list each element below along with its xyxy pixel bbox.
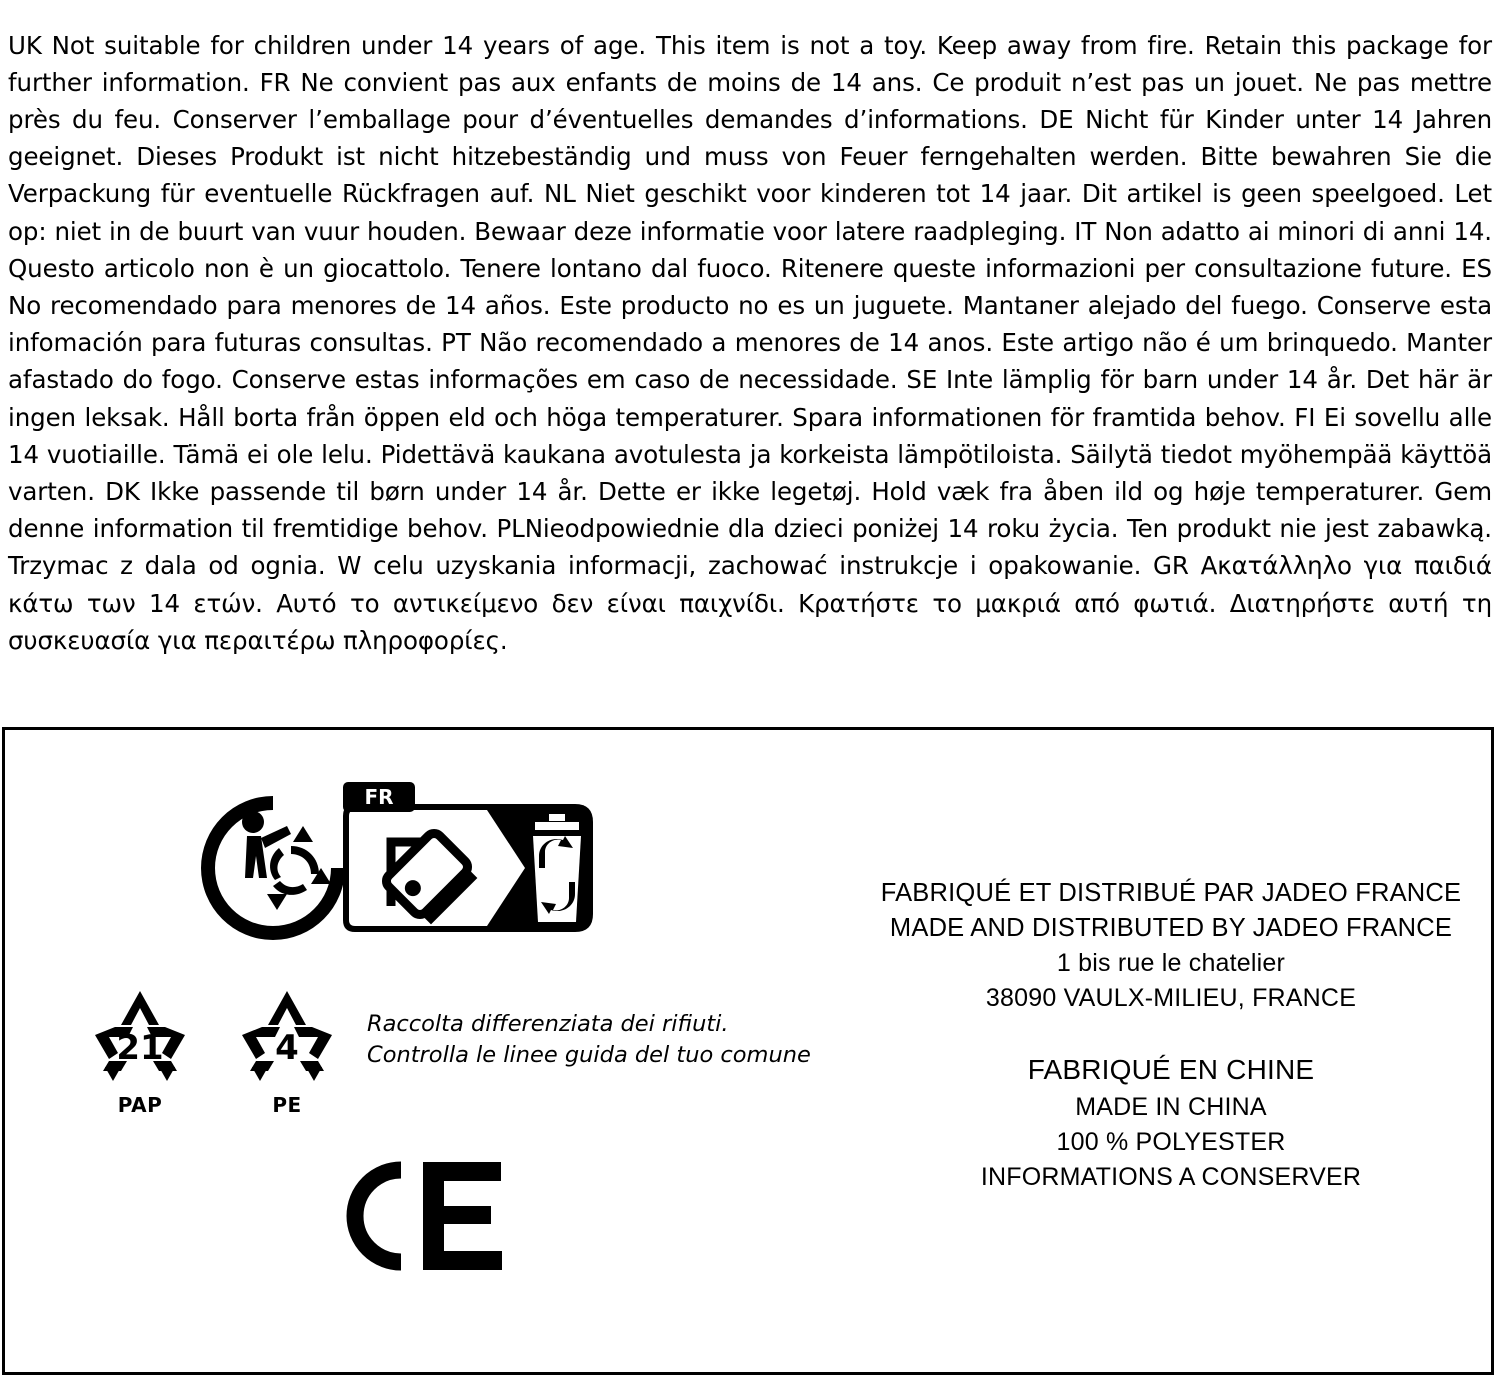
svg-text:FR: FR (364, 785, 394, 809)
address-line-made-in-china: MADE IN CHINA (1075, 1093, 1267, 1121)
warning-paragraph: UK Not suitable for children under 14 years of age. This item is not a toy. Keep away from fire. Retain this package for further information. FR Ne convient pas aux enfants de moins de 14 ans. Ce produit n’est pas un jouet. Ne pas mettre près du feu. Conserver l’emballage pour d’éventuelles demandes d’informations. DE Nicht für Kinder unter 14 Jahren geeignet. Dieses Produkt ist nicht hitzebeständig und muss von Feuer ferngehalten werden. Bitte bewahren Sie die Verpackung für eventuelle Rückfragen auf. NL Niet geschikt voor kinderen tot 14 jaar. Dit artikel is geen speelgoed. Let op: niet in de buurt van vuur houden. Bewaar deze informatie voor latere raadpleging. IT Non adatto ai minori di anni 14. Questo articolo non è un giocattolo. Tenere lontano dal fuoco. Ritenere queste informazioni per consultazione future. ES No recomendado para menores de 14 años. Este producto no es un juguete. Mantaner alejado del fuego. Conserve esta infomación para futuras consultas. PT Não recomendado a menores de 14 anos. Este artigo não é um brinquedo. Manter afastado do fogo. Conserve estas informações em caso de necessidade. SE Inte lämplig för barn under 14 år. Det här är ingen leksak. Håll borta från öppen eld och höga temperaturer. Spara informationen för framtida behov. FI Ei sovellu alle 14 vuotiaille. Tämä ei ole lelu. Pidettävä kaukana avotulesta ja korkeista lämpötiloista. Säilytä tiedot myöhempää käyttöä varten. DK Ikke passende til børn under 14 år. Dette er ikke legetøj. Hold væk fra åben ild og høje temperaturer. Gem denne information til fremtidige behov. PLNieodpowiednie dla dzieci poniżej 14 roku życia. Ten produkt nie jest zabawką. Trzymac z dala od ognia. W celu uzyskania informacji, zachować instrukcje i opakowanie. GR Ακατάλληλο για παιδιά κάτω των 14 ετών. Αυτό το αντικείμενο δεν είναι παιχνίδι. Κρατήστε το μακριά από φωτιά. Διατηρήστε αυτή τη συσκευασία για περαιτέρω πληροφορίες. (8, 30, 1492, 655)
mobius-label-pe: PE (272, 1093, 302, 1117)
address-line-street: 1 bis rue le chatelier (1056, 949, 1286, 977)
icons-area (5, 730, 845, 1372)
address-group-origin (845, 876, 1497, 1016)
address-line-material: 100 % POLYESTER (1056, 1128, 1286, 1156)
address-line-city: 38090 VAULX-MILIEU, FRANCE (985, 984, 1357, 1012)
material-codes-row (77, 987, 817, 1117)
address-line-fabrique-distribue: FABRIQUÉ ET DISTRIBUÉ PAR JADEO FRANCE (880, 879, 1462, 907)
address-line-fabrique-en-chine: FABRIQUÉ EN CHINE (1027, 1054, 1315, 1085)
address-group-manufacturing (845, 1050, 1497, 1195)
raccolta-line-1: Raccolta differenziata dei rifiuti. (367, 1011, 729, 1037)
ce-mark-icon (305, 1154, 535, 1279)
mobius-label-pap: PAP (117, 1093, 163, 1117)
mobius-loop-pap-icon (85, 987, 195, 1117)
raccolta-note (367, 1009, 817, 1071)
mobius-code-pe: 4 (275, 1028, 299, 1068)
triman-recycling-icon (195, 782, 615, 952)
address-line-made-distributed: MADE AND DISTRIBUTED BY JADEO FRANCE (889, 914, 1453, 942)
mobius-loop-pe-icon (232, 987, 342, 1117)
multilingual-warning-block (8, 2, 1492, 683)
address-line-informations: INFORMATIONS A CONSERVER (980, 1163, 1362, 1191)
manufacturer-address-area (845, 730, 1497, 1372)
raccolta-line-2: Controlla le linee guida del tuo comune (367, 1042, 811, 1068)
compliance-panel (2, 727, 1494, 1375)
mobius-code-pap: 21 (116, 1028, 164, 1068)
